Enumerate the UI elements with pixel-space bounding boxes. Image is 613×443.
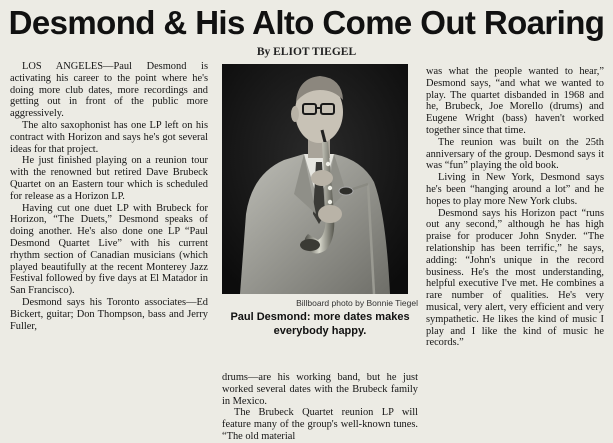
- caption-line: Paul Desmond: more dates makes: [230, 311, 410, 323]
- paragraph: The reunion was built on the 25th anniversary of the group. Desmond says it was “fun” playing the old book.: [426, 136, 604, 172]
- paragraph: Desmond says his Toronto associates—Ed Bickert, guitar; Don Thompson, bass and Jerry Fuller,: [10, 296, 208, 332]
- headline: Desmond & His Alto Come Out Roaring: [8, 4, 605, 41]
- article-column-3: [426, 66, 604, 349]
- paragraph: drums—are his working band, but he just worked several dates with the Brubeck family in Mexico.: [222, 372, 418, 407]
- saxophonist-illustration: [222, 64, 408, 294]
- article-column-1: [10, 61, 208, 332]
- photo-credit: Billboard photo by Bonnie Tiegel: [296, 298, 418, 308]
- paragraph: He just finished playing on a reunion tour with the renowned but retired Dave Brubeck Quartet on an Eastern tour which is scheduled for release as a Horizon LP.: [10, 155, 208, 202]
- paragraph: Living in New York, Desmond says he's been “hanging around a lot” and he hopes to play more New York clubs.: [426, 172, 604, 207]
- paragraph: LOS ANGELES—Paul Desmond is activating his career to the point where he's doing more club dates, more recordings and getting out in front of the public more aggressively.: [10, 61, 208, 120]
- caption-line: everybody happy.: [273, 324, 367, 337]
- paragraph: The Brubeck Quartet reunion LP will feature many of the group's well-known tunes. “The old material: [222, 407, 418, 442]
- article-column-2: [222, 372, 418, 443]
- paragraph: Desmond says his Horizon pact “runs out any second,” although he has high praise for producer John Snyder. “The relationship has been terrific,” he says, adding: “John's unique in the record business. He's the most understanding, helpful executive I've met. He combines a rare number of qualities. He's very musical, very alert, very efficient and very sympathetic. He likes the kind of music I play and I like the kind of music he records.”: [426, 207, 604, 349]
- byline: By ELIOT TIEGEL: [256, 46, 357, 58]
- paragraph: The alto saxophonist has one LP left on his contract with Horizon and says he's got several ideas for that project.: [10, 119, 208, 155]
- portrait-photo: [222, 64, 408, 294]
- paragraph: was what the people wanted to hear,” Desmond says, “and what we wanted to play. The quartet disbanded in 1968 and he, Brubeck, Joe Morello (drums) and Eugene Wright (bass) haven't worked together since that time.: [426, 66, 604, 136]
- paragraph: Having cut one duet LP with Brubeck for Horizon, “The Duets,” Desmond speaks of doing another. He's also done one LP “Paul Desmond Quartet Live” with his current rhythm section of Canadian musicians (which played beautifully at the recent Monterey Jazz Festival followed by five days at El Matador in San Francisco).: [10, 202, 208, 297]
- photo-caption: [222, 311, 418, 338]
